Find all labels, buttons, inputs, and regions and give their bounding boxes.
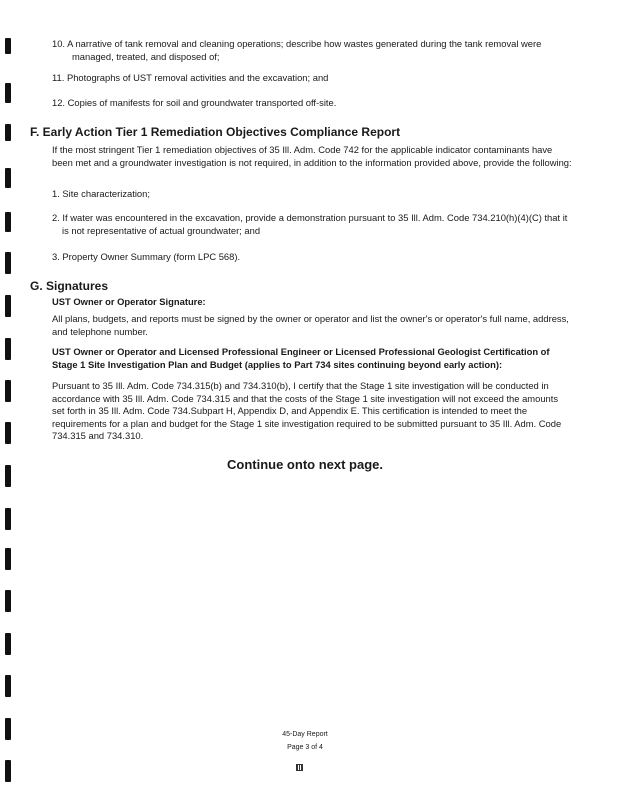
list-item-text: 2. If water was encountered in the excavation, provide a demonstration pursuant to 35 Ill. Adm. Code 734.210(h)(4)(C) that it is not representative of actual groundwater; and [52, 212, 568, 236]
page-number: Page 3 of 4 [287, 744, 323, 751]
section-heading: F. Early Action Tier 1 Remediation Objectives Compliance Report [30, 125, 401, 139]
certification-text: Pursuant to 35 Ill. Adm. Code 734.315(b) and 734.310(b), I certify that the Stage 1 site investigation will be conducted in accordance with 35 Ill. Adm. Code 734.315 and that the costs of the Stage 1 site investigation will not exceed the amounts set forth in 35 Ill. Adm. Code 734.Subpart H, Appendix D, and Appendix E. This certification is intended to meet the requirements for a plan and budget for the Stage 1 site investigation required to be submitted pursuant to 35 Ill. Adm. Code 734.315 and 734.310. [52, 380, 562, 441]
binding-mark [5, 38, 11, 54]
binding-mark [5, 338, 11, 360]
binding-mark [5, 295, 11, 317]
binding-mark [5, 548, 11, 570]
barcode-icon [296, 764, 303, 771]
binding-mark [5, 422, 11, 444]
binding-mark [5, 83, 11, 103]
list-item [52, 97, 572, 110]
list-item-text: 11. Photographs of UST removal activities and the excavation; and [52, 72, 329, 83]
section-heading: G. Signatures [30, 279, 109, 293]
binding-mark [5, 124, 11, 141]
binding-mark [5, 212, 11, 232]
binding-mark [5, 675, 11, 697]
list-item [52, 212, 572, 237]
binding-mark [5, 252, 11, 274]
binding-mark [5, 508, 11, 530]
certification-label: UST Owner or Operator and Licensed Professional Engineer or Licensed Professional Geologist Certification of Stage 1 Site Investigation Plan and Budget (applies to Part 734 sites continuing beyond early action): [52, 346, 550, 370]
paragraph: All plans, budgets, and reports must be signed by the owner or operator and list the owner's or operator's full name, address, and telephone number. [52, 313, 569, 337]
binding-mark [5, 760, 11, 782]
binding-mark [5, 380, 11, 402]
list-item-text: 12. Copies of manifests for soil and groundwater transported off-site. [52, 97, 337, 108]
continue-notice: Continue onto next page. [227, 457, 383, 472]
list-item [52, 188, 572, 201]
paragraph: If the most stringent Tier 1 remediation objectives of 35 Ill. Adm. Code 742 for the applicable indicator contaminants have been met and a groundwater investigation is not required, in addition to the information provided above, provide the following: [52, 144, 572, 168]
list-item-text: 1. Site characterization; [52, 188, 150, 199]
list-item [52, 72, 572, 85]
signature-label: UST Owner or Operator Signature: [52, 296, 206, 307]
list-item [52, 251, 572, 264]
binding-mark [5, 633, 11, 655]
binding-mark [5, 590, 11, 612]
list-item-text: 10. A narrative of tank removal and cleaning operations; describe how wastes generated during the tank removal were managed, treated, and disposed of; [52, 38, 542, 62]
list-item [52, 38, 572, 63]
footer-title: 45-Day Report [282, 731, 328, 738]
binding-mark [5, 168, 11, 188]
list-item-text: 3. Property Owner Summary (form LPC 568). [52, 251, 241, 262]
